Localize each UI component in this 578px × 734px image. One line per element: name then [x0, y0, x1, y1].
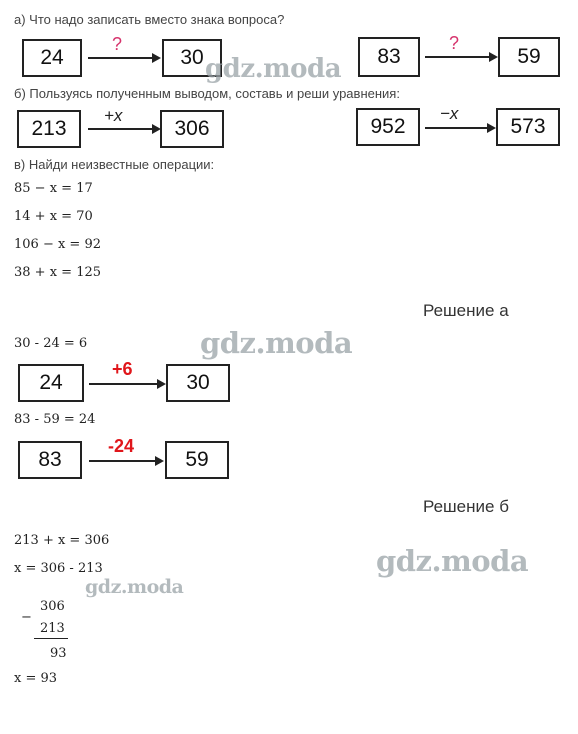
arrow-line	[425, 56, 489, 58]
arrow-head-icon	[489, 52, 498, 62]
right-number-box: 59	[165, 441, 229, 479]
left-number-box: 24	[18, 364, 84, 402]
task-b-prompt: б) Пользуясь полученным выводом, составь и реши уравнения:	[14, 86, 400, 101]
arrow-line	[89, 383, 157, 385]
watermark: gdz.moda	[85, 576, 184, 598]
arrow-line	[89, 460, 155, 462]
right-number-box: 30	[162, 39, 222, 77]
solution-a-calc-2: 83 - 59 = 24	[14, 412, 96, 427]
equation-2: 14 + x = 70	[14, 209, 93, 224]
minus-sign: −	[21, 610, 32, 625]
right-number-box: 59	[498, 37, 560, 77]
right-number-box: 30	[166, 364, 230, 402]
watermark: gdz.moda	[200, 326, 353, 360]
left-number-box: 952	[356, 108, 420, 146]
solution-a-calc-1: 30 - 24 = 6	[14, 336, 88, 351]
right-number-box: 573	[496, 108, 560, 146]
operation-label: -24	[108, 436, 135, 456]
operation-label: −x	[440, 104, 459, 123]
solution-b-equation: 213 + x = 306	[14, 533, 110, 548]
operation-label: +6	[112, 359, 133, 379]
arrow-head-icon	[487, 123, 496, 133]
result-line	[34, 638, 68, 639]
arrow-head-icon	[152, 53, 161, 63]
arrow-head-icon	[155, 456, 164, 466]
solution-b-answer: x = 93	[14, 671, 58, 686]
operation-label: +x	[104, 106, 123, 125]
watermark: gdz.moda	[205, 54, 342, 84]
left-number-box: 213	[17, 110, 81, 148]
arrow-line	[88, 128, 152, 130]
watermark: gdz.moda	[376, 544, 529, 578]
arrow-line	[88, 57, 152, 59]
solution-b-rearranged: x = 306 - 213	[14, 561, 103, 576]
left-number-box: 83	[358, 37, 420, 77]
right-number-box: 306	[160, 110, 224, 148]
minuend: 306	[40, 599, 65, 614]
task-c-prompt: в) Найди неизвестные операции:	[14, 157, 215, 172]
solution-a-heading: Решение а	[423, 301, 509, 320]
left-number-box: 83	[18, 441, 82, 479]
equation-1: 85 − x = 17	[14, 181, 93, 196]
equation-3: 106 − x = 92	[14, 237, 102, 252]
left-number-box: 24	[22, 39, 82, 77]
arrow-head-icon	[157, 379, 166, 389]
arrow-line	[425, 127, 487, 129]
difference: 93	[50, 646, 67, 661]
operation-label: ?	[449, 33, 460, 53]
subtrahend: 213	[40, 621, 65, 636]
equation-4: 38 + x = 125	[14, 265, 102, 280]
task-a-prompt: а) Что надо записать вместо знака вопроса?	[14, 12, 285, 27]
solution-b-heading: Решение б	[423, 497, 509, 516]
operation-label: ?	[112, 34, 123, 54]
